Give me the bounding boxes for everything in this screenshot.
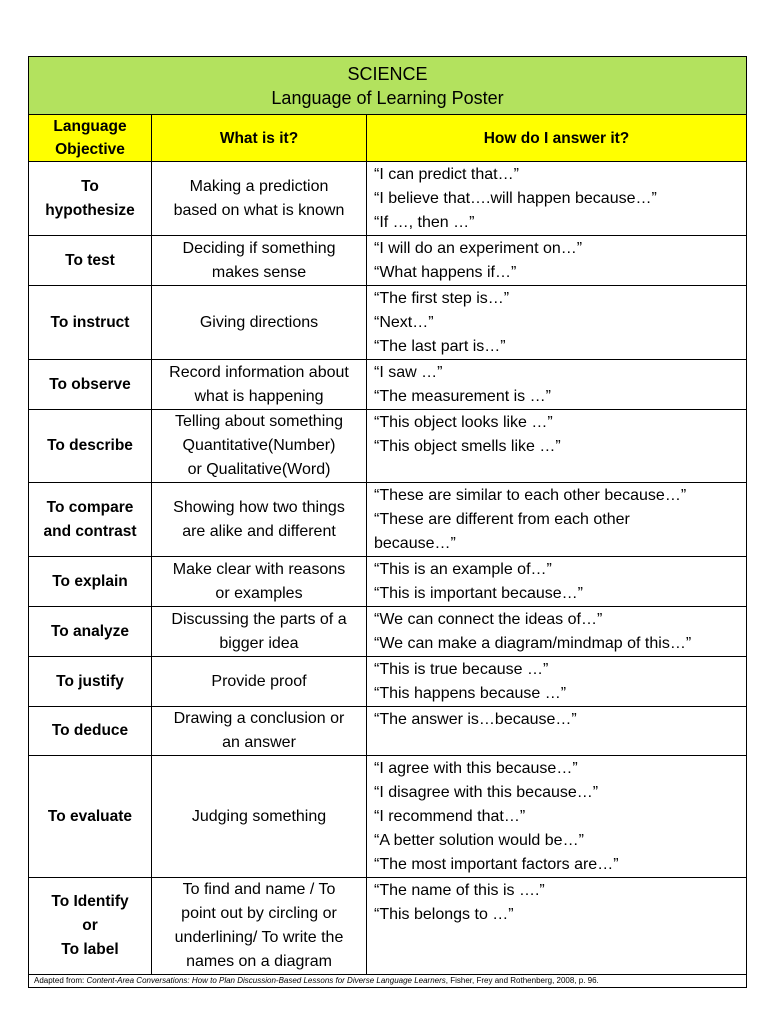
answer-text: “This object smells like …” — [374, 438, 561, 455]
answer-text: “I will do an experiment on…” — [374, 240, 583, 257]
answer-text: “I can predict that…” — [374, 166, 519, 183]
answer-text: “I recommend that…” — [374, 808, 526, 825]
objective-text: To evaluate — [47, 807, 133, 825]
what-cell — [152, 756, 367, 878]
title-main: Language of Learning Poster — [271, 87, 504, 108]
what-cell — [152, 360, 367, 410]
answer-text: “This is an example of…” — [374, 561, 552, 578]
what-text: Telling about something — [174, 413, 344, 430]
table-row — [29, 483, 747, 557]
objective-cell — [29, 162, 152, 236]
what-text: Judging something — [191, 807, 327, 825]
answer-cell — [367, 557, 747, 607]
answer-text: “I disagree with this because…” — [374, 784, 599, 801]
answer-cell — [367, 410, 747, 483]
answer-text: “If …, then …” — [374, 214, 475, 231]
table-row — [29, 286, 747, 360]
objective-cell — [29, 410, 152, 483]
answer-text: “I believe that….will happen because…” — [374, 190, 657, 207]
what-text: names on a diagram — [186, 953, 332, 970]
footer-row — [29, 975, 747, 988]
what-cell — [152, 878, 367, 975]
objective-text: To analyze — [50, 622, 130, 640]
what-text: Deciding if something — [182, 239, 336, 257]
answer-text: “These are similar to each other because…” — [374, 487, 687, 504]
objective-cell — [29, 878, 152, 975]
objective-text: To describe — [47, 437, 133, 454]
what-text: Drawing a conclusion or — [173, 710, 345, 727]
objective-text: and contrast — [43, 522, 137, 540]
answer-text: “This is important because…” — [374, 585, 583, 602]
title-row — [29, 57, 747, 115]
what-cell — [152, 607, 367, 657]
what-cell — [152, 707, 367, 756]
objective-text: To — [81, 177, 99, 195]
table-row — [29, 557, 747, 607]
header-objective: Language Objective — [29, 115, 152, 162]
objective-text: To label — [61, 941, 119, 958]
what-text: Record information about — [169, 363, 349, 381]
objective-text: To explain — [52, 572, 128, 590]
objective-cell — [29, 707, 152, 756]
answer-text: “We can make a diagram/mindmap of this…” — [374, 635, 692, 652]
what-text: an answer — [222, 734, 296, 751]
source-citation — [29, 975, 747, 988]
objective-cell — [29, 756, 152, 878]
answer-text: “I agree with this because…” — [374, 760, 578, 777]
table-row — [29, 756, 747, 878]
answer-text: “This object looks like …” — [374, 414, 553, 431]
objective-text: To Identify — [51, 893, 129, 910]
objective-text: or — [82, 917, 98, 934]
objective-cell — [29, 286, 152, 360]
objective-cell — [29, 483, 152, 557]
answer-text: “This belongs to …” — [374, 906, 514, 923]
answer-text: because…” — [374, 535, 456, 552]
objective-cell — [29, 657, 152, 707]
what-text: Quantitative(Number) — [182, 437, 336, 454]
objective-text: To deduce — [51, 722, 129, 739]
table-row — [29, 707, 747, 756]
answer-text: “We can connect the ideas of…” — [374, 611, 603, 628]
table-row — [29, 410, 747, 483]
answer-cell — [367, 162, 747, 236]
objective-cell — [29, 557, 152, 607]
answer-text: “These are different from each other — [374, 511, 630, 528]
what-text: are alike and different — [182, 522, 336, 540]
what-text: Discussing the parts of a — [171, 610, 347, 628]
citation-source-title: Content-Area Conversations: How to Plan Discussion-Based Lessons for Diverse Language Learners — [86, 976, 446, 985]
what-text: or examples — [215, 584, 303, 602]
objective-text: hypothesize — [45, 201, 135, 219]
objective-text: To test — [65, 251, 115, 269]
objective-text: To compare — [46, 498, 134, 516]
what-cell — [152, 483, 367, 557]
answer-text: “Next…” — [374, 314, 434, 331]
what-text: Make clear with reasons — [172, 560, 346, 578]
answer-text: “This happens because …” — [374, 685, 567, 702]
citation-prefix: Adapted from: — [34, 976, 87, 985]
what-text: what is happening — [194, 387, 324, 405]
answer-cell — [367, 756, 747, 878]
objective-text: To instruct — [50, 313, 130, 331]
header-row — [29, 115, 747, 162]
answer-text: “The name of this is ….” — [374, 882, 545, 899]
table-row — [29, 607, 747, 657]
objective-cell — [29, 360, 152, 410]
what-text: makes sense — [211, 263, 307, 281]
title-subject: SCIENCE — [347, 63, 428, 84]
answer-text: “The measurement is …” — [374, 388, 551, 405]
what-text: underlining/ To write the — [174, 929, 344, 946]
table-row — [29, 878, 747, 975]
header-how: How do I answer it? — [367, 115, 747, 162]
citation-suffix: , Fisher, Frey and Rothenberg, 2008, p. 96. — [445, 976, 599, 985]
objective-cell — [29, 236, 152, 286]
poster-title — [29, 57, 747, 115]
table-row — [29, 162, 747, 236]
table-row — [29, 236, 747, 286]
what-cell — [152, 410, 367, 483]
answer-cell — [367, 483, 747, 557]
what-text: Giving directions — [199, 313, 319, 331]
poster — [28, 56, 746, 988]
what-text: point out by circling or — [181, 905, 337, 922]
what-cell — [152, 162, 367, 236]
answer-cell — [367, 707, 747, 756]
what-text: Showing how two things — [173, 498, 345, 516]
answer-text: “The answer is…because…” — [374, 711, 577, 728]
answer-cell — [367, 286, 747, 360]
what-text: or Qualitative(Word) — [187, 461, 331, 478]
table-row — [29, 657, 747, 707]
answer-text: “This is true because …” — [374, 661, 549, 678]
answer-cell — [367, 607, 747, 657]
what-text: based on what is known — [173, 201, 345, 219]
what-text: To find and name / To — [182, 881, 336, 898]
table-row — [29, 360, 747, 410]
objective-text: To observe — [49, 375, 131, 393]
what-cell — [152, 236, 367, 286]
answer-text: “The last part is…” — [374, 338, 506, 355]
what-cell — [152, 657, 367, 707]
answer-text: “A better solution would be…” — [374, 832, 584, 849]
answer-cell — [367, 360, 747, 410]
answer-cell — [367, 878, 747, 975]
what-cell — [152, 557, 367, 607]
language-table — [28, 56, 747, 988]
objective-text: To justify — [56, 672, 124, 690]
answer-text: “I saw …” — [374, 364, 443, 381]
answer-text: “What happens if…” — [374, 264, 517, 281]
what-text: bigger idea — [219, 634, 299, 652]
answer-text: “The first step is…” — [374, 290, 510, 307]
answer-cell — [367, 236, 747, 286]
what-text: Provide proof — [211, 672, 307, 690]
what-text: Making a prediction — [189, 177, 329, 195]
objective-cell — [29, 607, 152, 657]
header-what: What is it? — [152, 115, 367, 162]
what-cell — [152, 286, 367, 360]
answer-text: “The most important factors are…” — [374, 856, 619, 873]
answer-cell — [367, 657, 747, 707]
